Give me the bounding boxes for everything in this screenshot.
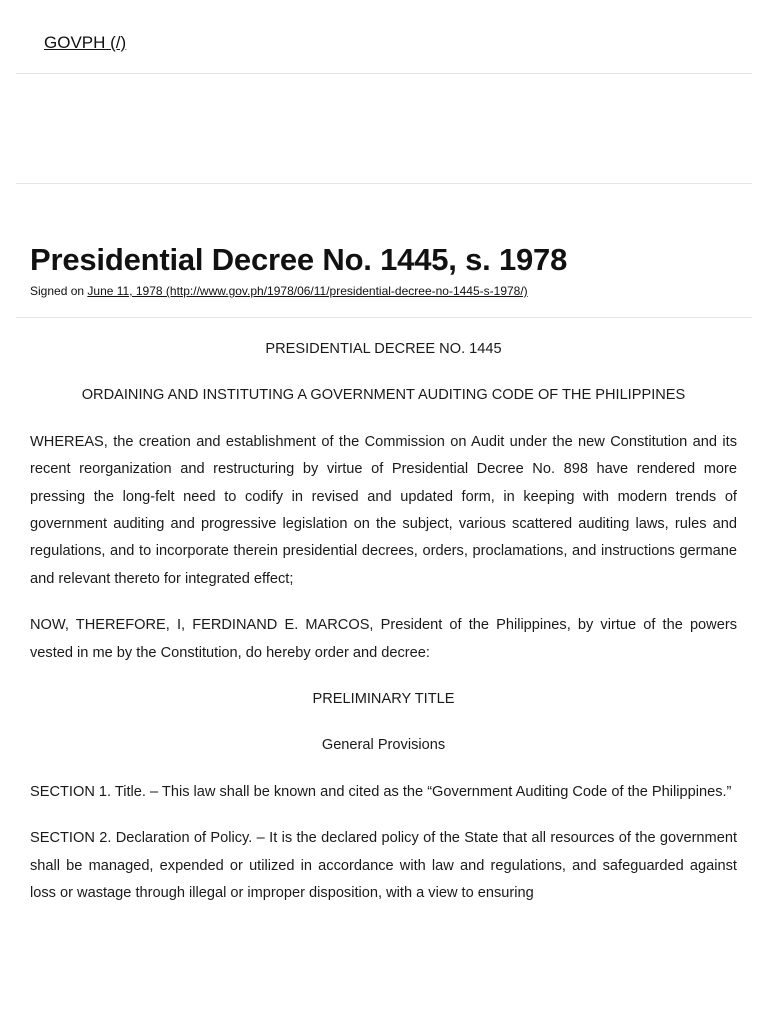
section-1-paragraph: SECTION 1. Title. – This law shall be known and cited as the “Government Auditing Code of the Philippines.” — [30, 783, 732, 800]
preliminary-title-heading: PRELIMINARY TITLE — [312, 691, 455, 708]
now-therefore-paragraph: NOW, THEREFORE, I, FERDINAND E. MARCOS, President of the Philippines, by virtue of the powers vested in me by the Constitution, do hereby order and decree: — [30, 617, 737, 661]
signed-date-link[interactable]: June 11, 1978 (http://www.gov.ph/1978/06/11/presidential-decree-no-1445-s-1978/) — [87, 284, 528, 298]
signed-date-line — [30, 284, 528, 298]
decree-content — [30, 336, 737, 927]
decree-subtitle: ORDAINING AND INSTITUTING A GOVERNMENT AUDITING CODE OF THE PHILIPPINES — [81, 387, 686, 404]
top-navigation-bar — [16, 0, 752, 74]
govph-home-link[interactable]: GOVPH (/) — [44, 33, 127, 52]
banner-area — [16, 74, 752, 184]
general-provisions-heading: General Provisions — [321, 737, 446, 754]
decree-number-heading: PRESIDENTIAL DECREE NO. 1445 — [265, 341, 502, 357]
title-block — [16, 184, 752, 318]
page-title: Presidential Decree No. 1445, s. 1978 — [30, 242, 568, 277]
signed-prefix: Signed on — [30, 284, 88, 298]
whereas-paragraph: WHEREAS, the creation and establishment of the Commission on Audit under the new Constitution and its recent reorganization and restructuring by virtue of Presidential Decree No. 898 have rendered more pressing the long-felt need to codify in revised and updated form, in keeping with modern trends of government auditing and progressive legislation on the subject, various scattered auditing laws, rules and regulations, and to incorporate therein presidential decrees, orders, proclamations, and instructions germane and relevant thereto for integrated effect; — [30, 433, 737, 587]
section-2-paragraph: SECTION 2. Declaration of Policy. – It is the declared policy of the State that all resources of the government shall be managed, expended or utilized in accordance with law and regulations, and safeguarded against loss or wastage through illegal or improper disposition, with a view to ensuring — [30, 830, 737, 902]
